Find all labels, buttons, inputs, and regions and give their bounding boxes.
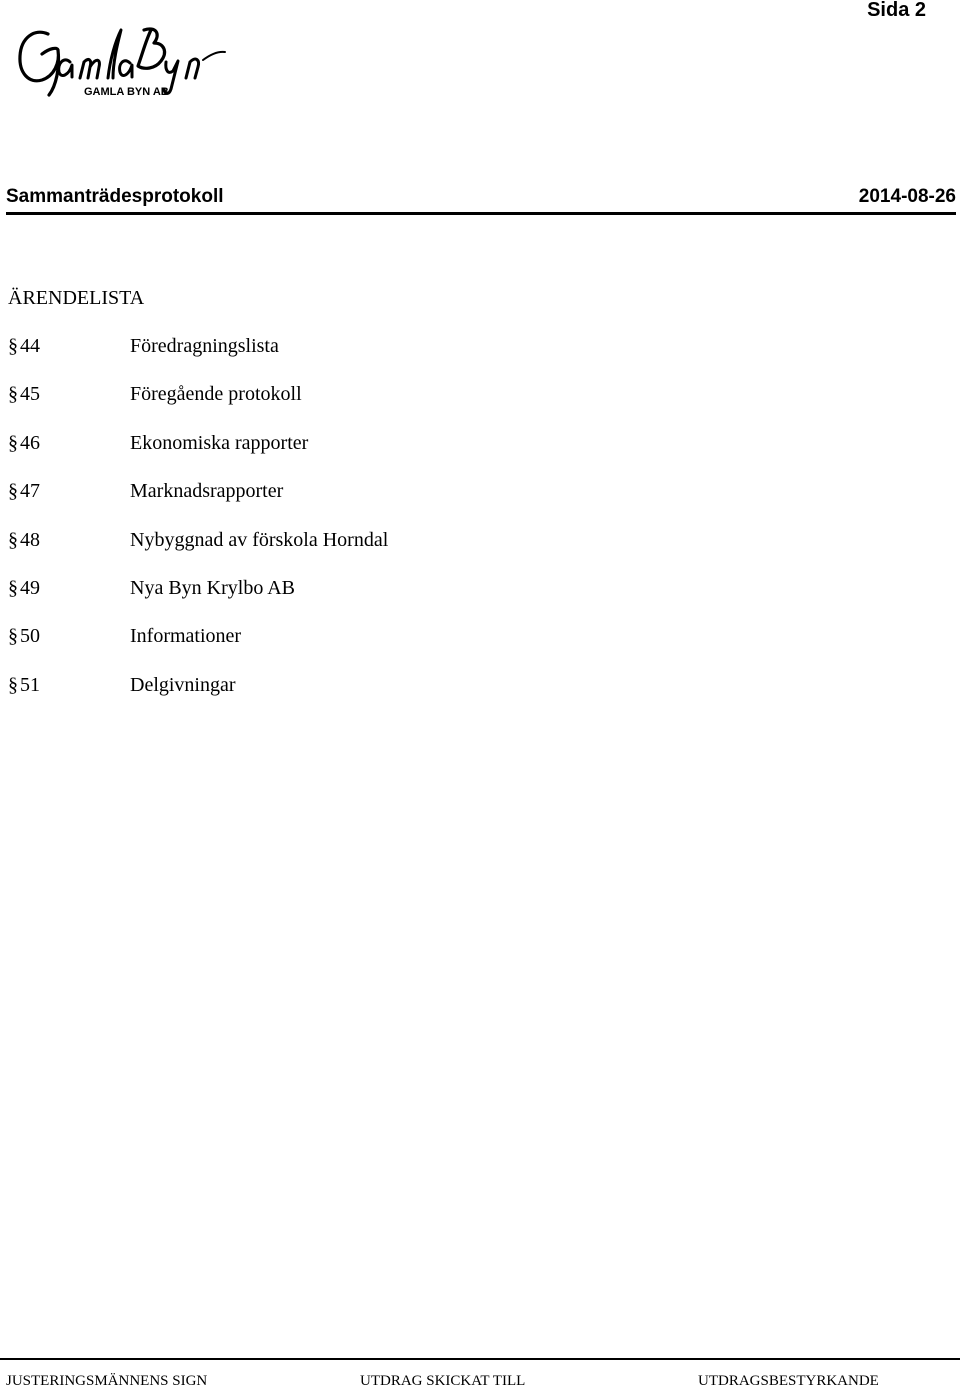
item-number: 51 bbox=[20, 673, 40, 696]
footer-certified-label: UTDRAGSBESTYRKANDE bbox=[698, 1373, 879, 1389]
item-number: 47 bbox=[20, 480, 40, 503]
agenda-item bbox=[8, 334, 628, 382]
section-icon: § bbox=[8, 383, 18, 406]
gamla-byn-logo-graphic bbox=[12, 18, 230, 100]
agenda-list bbox=[8, 334, 628, 721]
item-title: Föredragningslista bbox=[130, 335, 279, 357]
item-title: Marknadsrapporter bbox=[130, 480, 284, 503]
agenda-item bbox=[8, 673, 628, 721]
item-number: 46 bbox=[20, 431, 40, 454]
protocol-header bbox=[6, 186, 956, 215]
section-icon: § bbox=[8, 625, 18, 648]
item-number: 48 bbox=[20, 528, 40, 551]
item-number: 49 bbox=[20, 576, 40, 599]
item-number: 45 bbox=[20, 383, 40, 406]
signature-footer bbox=[0, 1358, 960, 1390]
agenda-item bbox=[8, 479, 628, 527]
footer-sent-label: UTDRAG SKICKAT TILL bbox=[360, 1373, 526, 1389]
page-number: Sida 2 bbox=[867, 0, 926, 21]
agenda-item bbox=[8, 431, 628, 479]
section-icon: § bbox=[8, 431, 18, 454]
protocol-title: Sammanträdesprotokoll bbox=[6, 186, 224, 207]
agenda-item bbox=[8, 382, 628, 430]
agenda-item bbox=[8, 624, 628, 672]
item-title: Nybyggnad av förskola Horndal bbox=[130, 528, 389, 551]
gamla-byn-logo bbox=[12, 18, 230, 100]
item-title: Ekonomiska rapporter bbox=[130, 431, 309, 454]
logo-company-text: GAMLA BYN AB bbox=[84, 86, 169, 98]
item-title: Delgivningar bbox=[130, 673, 236, 696]
footer-signature-label: JUSTERINGSMÄNNENS SIGN bbox=[6, 1373, 208, 1389]
section-icon: § bbox=[8, 335, 18, 357]
section-icon: § bbox=[8, 480, 18, 503]
section-icon: § bbox=[8, 673, 18, 696]
agenda-heading: ÄRENDELISTA bbox=[8, 287, 145, 309]
protocol-date: 2014-08-26 bbox=[858, 186, 956, 207]
section-icon: § bbox=[8, 528, 18, 551]
agenda-item bbox=[8, 576, 628, 624]
agenda-item bbox=[8, 528, 628, 576]
item-title: Föregående protokoll bbox=[130, 383, 302, 406]
section-icon: § bbox=[8, 576, 18, 599]
item-title: Informationer bbox=[130, 625, 242, 648]
item-number: 50 bbox=[20, 625, 40, 648]
item-title: Nya Byn Krylbo AB bbox=[130, 576, 295, 599]
item-number: 44 bbox=[20, 335, 40, 357]
